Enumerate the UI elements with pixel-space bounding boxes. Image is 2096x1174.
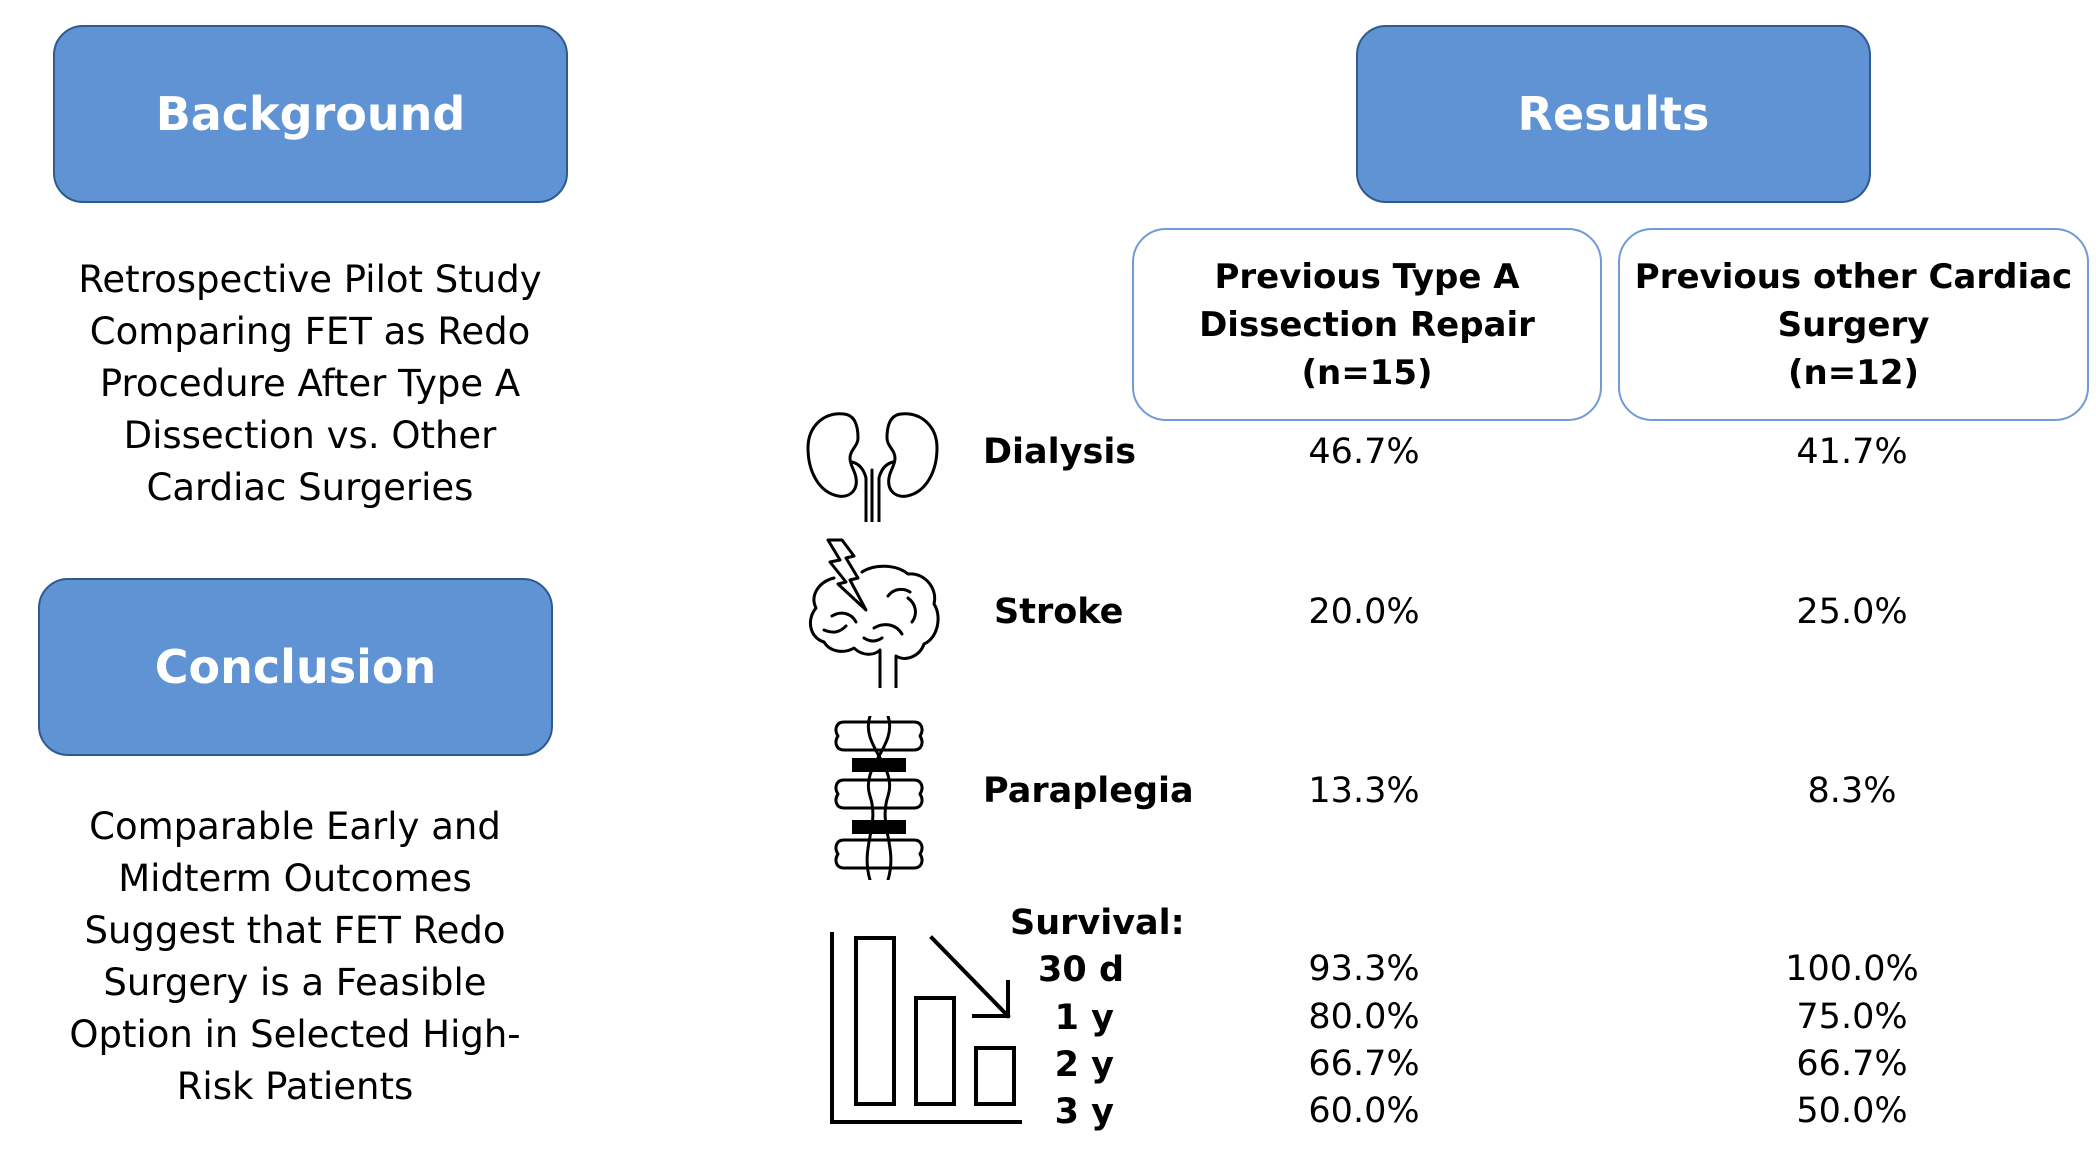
background-text	[20, 254, 600, 514]
background-line: Dissection vs. Other	[123, 414, 497, 457]
background-line: Cardiac Surgeries	[146, 466, 474, 509]
conclusion-line: Comparable Early and	[89, 805, 501, 848]
value-paraplegia-type-a: 13.3%	[1308, 771, 1420, 811]
conclusion-line: Suggest that FET Redo	[84, 909, 506, 952]
outcome-label-paraplegia: Paraplegia	[983, 771, 1194, 811]
conclusion-line: Risk Patients	[176, 1065, 414, 1108]
survival-value-other: 75.0%	[1796, 997, 1908, 1037]
survival-row-label: 2 y	[1054, 1045, 1114, 1085]
background-line: Procedure After Type A	[99, 362, 521, 405]
conclusion-header	[38, 578, 553, 756]
conclusion-text	[15, 801, 575, 1113]
outcome-label-dialysis: Dialysis	[983, 432, 1137, 472]
value-stroke-type-a: 20.0%	[1308, 592, 1420, 632]
conclusion-line: Surgery is a Feasible	[103, 961, 487, 1004]
background-title: Background	[155, 87, 466, 141]
value-stroke-other: 25.0%	[1796, 592, 1908, 632]
column-header-type-a	[1132, 228, 1602, 421]
outcome-label-stroke: Stroke	[994, 592, 1124, 632]
conclusion-line: Option in Selected High-	[69, 1013, 521, 1056]
survival-value-type-a: 60.0%	[1308, 1091, 1420, 1131]
results-header	[1356, 25, 1871, 203]
survival-label: Survival:	[1010, 903, 1185, 943]
results-title: Results	[1517, 87, 1710, 141]
brain-lightning-icon	[804, 538, 944, 688]
column-header-line: Previous Type A	[1214, 256, 1520, 297]
survival-row-label: 3 y	[1054, 1092, 1114, 1132]
survival-value-type-a: 66.7%	[1308, 1044, 1420, 1084]
column-header-line: (n=12)	[1787, 352, 1920, 393]
survival-value-type-a: 93.3%	[1308, 949, 1420, 989]
survival-row-label: 1 y	[1054, 998, 1114, 1038]
kidneys-icon	[800, 410, 945, 522]
conclusion-line: Midterm Outcomes	[118, 857, 472, 900]
column-header-line: Dissection Repair	[1199, 304, 1535, 345]
survival-value-other: 50.0%	[1796, 1091, 1908, 1131]
spine-icon	[830, 716, 928, 880]
column-header-line: (n=15)	[1301, 352, 1433, 393]
column-header-line: Previous other Cardiac	[1634, 256, 2073, 297]
survival-row-label: 30 d	[1038, 950, 1124, 990]
background-line: Comparing FET as Redo	[89, 310, 531, 353]
conclusion-title: Conclusion	[154, 640, 437, 694]
value-paraplegia-other: 8.3%	[1807, 771, 1897, 811]
value-dialysis-type-a: 46.7%	[1308, 432, 1420, 472]
column-header-line: Surgery	[1777, 304, 1930, 345]
value-dialysis-other: 41.7%	[1796, 432, 1908, 472]
background-line: Retrospective Pilot Study	[78, 258, 542, 301]
column-header-other-cardiac	[1618, 228, 2089, 421]
survival-value-other: 66.7%	[1796, 1044, 1908, 1084]
survival-value-type-a: 80.0%	[1308, 997, 1420, 1037]
background-header	[53, 25, 568, 203]
survival-value-other: 100.0%	[1785, 949, 1919, 989]
